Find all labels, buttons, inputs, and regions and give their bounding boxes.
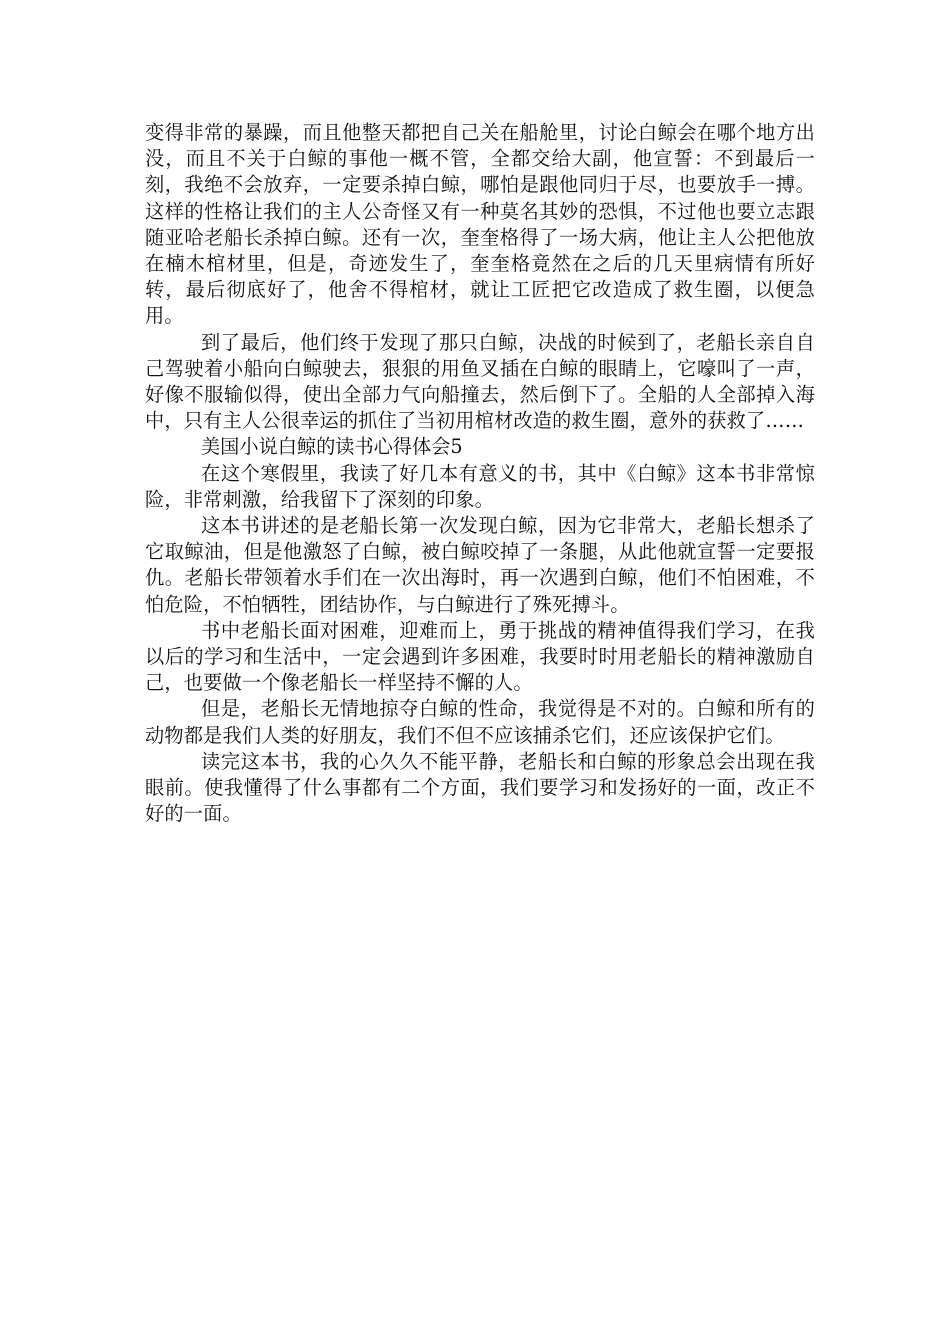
paragraph-opinion: 但是，老船长无情地掠夺白鲸的性命，我觉得是不对的。白鲸和所有的动物都是我们人类的好朋友，我们不但不应该捕杀它们，还应该保护它们。 [145,697,815,747]
paragraph-conclusion: 读完这本书，我的心久久不能平静，老船长和白鲸的形象总会出现在我眼前。使我懂得了什么事都有二个方面，我们要学习和发扬好的一面，改正不好的一面。 [145,749,815,826]
paragraph-story: 这本书讲述的是老船长第一次发现白鲸，因为它非常大，老船长想杀了它取鲸油，但是他激怒了白鲸，被白鲸咬掉了一条腿，从此他就宣誓一定要报仇。老船长带领着水手们在一次出海时，再一次遇到白鲸，他们不怕困难，不怕危险，不怕牺牲，团结协作，与白鲸进行了殊死搏斗。 [145,514,815,616]
section-heading: 美国小说白鲸的读书心得体会5 [201,435,463,459]
paragraph-continuation: 变得非常的暴躁，而且他整天都把自己关在船舱里，讨论白鲸会在哪个地方出没，而且不关于白鲸的事他一概不管，全都交给大副，他宣誓：不到最后一刻，我绝不会放弃，一定要杀掉白鲸，哪怕是跟他同归于尽，也要放手一搏。这样的性格让我们的主人公奇怪又有一种莫名其妙的恐惧，不过他也要立志跟随亚哈老船长杀掉白鲸。还有一次，奎奎格得了一场大病，他让主人公把他放在楠木棺材里，但是，奇迹发生了，奎奎格竟然在之后的几天里病情有所好转，最后彻底好了，他舍不得棺材，就让工匠把它改造成了救生圈，以便急用。 [145,121,815,328]
paragraph-spirit: 书中老船长面对困难，迎难而上，勇于挑战的精神值得我们学习，在我以后的学习和生活中，一定会遇到许多困难，我要时时用老船长的精神激励自己，也要做一个像老船长一样坚持不懈的人。 [145,618,815,695]
paragraph-intro: 在这个寒假里，我读了好几本有意义的书，其中《白鲸》这本书非常惊险，非常刺激，给我留下了深刻的印象。 [145,461,815,511]
document-page [145,120,815,827]
paragraph-final-battle: 到了最后，他们终于发现了那只白鲸，决战的时候到了，老船长亲自自己驾驶着小船向白鲸驶去，狠狠的用鱼叉插在白鲸的眼睛上，它嚎叫了一声，好像不服输似得，使出全部力气向船撞去，然后倒下了。全船的人全部掉入海中，只有主人公很幸运的抓住了当初用棺材改造的救生圈，意外的获救了…… [145,330,815,433]
